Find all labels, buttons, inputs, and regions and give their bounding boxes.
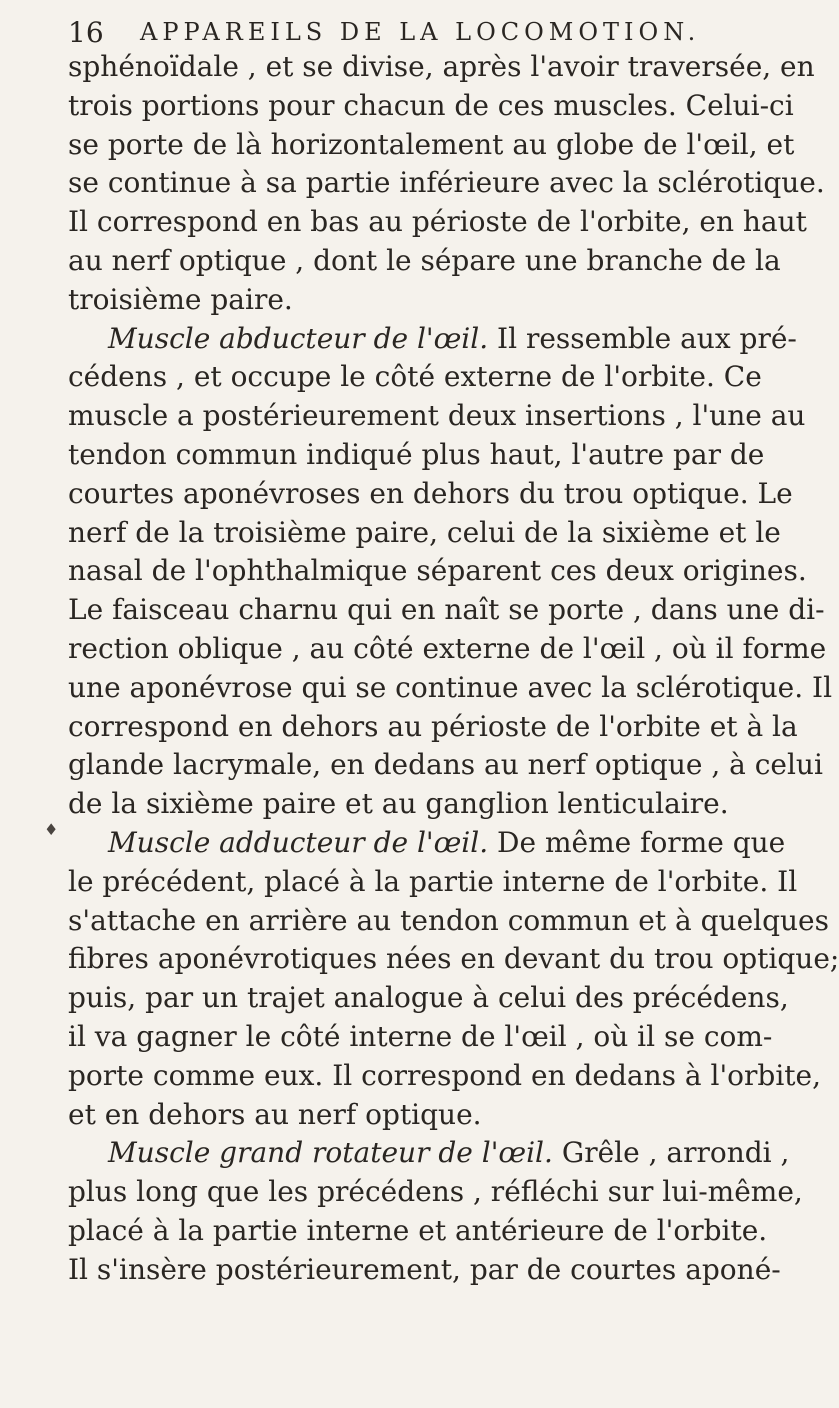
text-line bbox=[68, 242, 781, 281]
text-line bbox=[68, 552, 807, 591]
line-text: cédens , et occupe le côté externe de l'orbite. Ce bbox=[68, 360, 762, 394]
line-text: De même forme que bbox=[488, 825, 786, 859]
line-text: rection oblique , au côté externe de l'œil , où il forme bbox=[68, 631, 827, 665]
text-line bbox=[68, 475, 793, 514]
line-text: le précédent, placé à la partie interne de l'orbite. Il bbox=[68, 864, 798, 898]
page-number: 16 bbox=[68, 16, 104, 49]
text-line bbox=[68, 48, 815, 87]
text-line bbox=[68, 126, 795, 165]
text-line bbox=[68, 708, 798, 747]
line-text: Il ressemble aux pré- bbox=[488, 321, 797, 355]
margin-mark: ♦ bbox=[44, 820, 59, 839]
section-heading: Muscle adducteur de l'œil. bbox=[108, 825, 489, 859]
section-heading: Muscle abducteur de l'œil. bbox=[108, 321, 489, 355]
line-text: nerf de la troisième paire, celui de la sixième et le bbox=[68, 515, 781, 549]
text-line bbox=[68, 863, 798, 902]
line-text: trois portions pour chacun de ces muscles. Celui-ci bbox=[68, 88, 794, 122]
text-line bbox=[68, 164, 825, 203]
line-text: troisième paire. bbox=[68, 282, 293, 316]
text-line bbox=[68, 436, 765, 475]
text-line bbox=[68, 358, 762, 397]
running-title: APPAREILS DE LA LOCOMOTION. bbox=[140, 18, 701, 46]
line-text: fibres aponévrotiques nées en devant du trou optique; bbox=[68, 942, 839, 976]
text-line bbox=[68, 1096, 758, 1135]
text-line bbox=[68, 1018, 773, 1057]
line-text: il va gagner le côté interne de l'œil , où il se com- bbox=[68, 1019, 773, 1053]
text-line bbox=[68, 902, 829, 941]
line-text: se porte de là horizontalement au globe de l'œil, et bbox=[68, 127, 795, 161]
line-text: se continue à sa partie inférieure avec la sclérotique. bbox=[68, 166, 825, 200]
line-text: sphénoïdale , et se divise, après l'avoir traversée, en bbox=[68, 50, 815, 83]
line-text: placé à la partie interne et antérieure de l'orbite. bbox=[68, 1213, 768, 1247]
line-text: Le faisceau charnu qui en naît se porte , dans une di- bbox=[68, 593, 825, 627]
line-text: nasal de l'ophthalmique séparent ces deux origines. bbox=[68, 554, 807, 588]
text-line bbox=[68, 1134, 790, 1173]
line-text: et en dehors au nerf optique. bbox=[68, 1097, 482, 1131]
text-line bbox=[68, 87, 794, 126]
text-line bbox=[68, 669, 833, 708]
line-text: Il s'insère postérieurement, par de courtes aponé- bbox=[68, 1252, 781, 1286]
line-text: une aponévrose qui se continue avec la sclérotique. Il bbox=[68, 670, 833, 704]
body-text bbox=[68, 48, 839, 1290]
text-line bbox=[68, 514, 781, 553]
line-text: plus long que les précédens , réfléchi sur lui-même, bbox=[68, 1175, 803, 1209]
text-line bbox=[68, 746, 823, 785]
text-line bbox=[68, 1057, 822, 1096]
text-line bbox=[68, 785, 758, 824]
line-text: de la sixième paire et au ganglion lenticulaire. bbox=[68, 787, 729, 821]
text-line bbox=[68, 591, 825, 630]
text-line bbox=[68, 1251, 781, 1290]
text-line bbox=[68, 320, 797, 359]
line-text: s'attache en arrière au tendon commun et à quelques bbox=[68, 903, 829, 937]
text-line bbox=[68, 1173, 803, 1212]
text-line bbox=[68, 979, 789, 1018]
text-line bbox=[68, 824, 786, 863]
text-line bbox=[68, 397, 806, 436]
line-text: puis, par un trajet analogue à celui des précédens, bbox=[68, 981, 789, 1015]
line-text: muscle a postérieurement deux insertions , l'une au bbox=[68, 399, 806, 433]
section-heading: Muscle grand rotateur de l'œil. bbox=[108, 1136, 553, 1170]
text-line bbox=[68, 281, 758, 320]
line-text: courtes aponévroses en dehors du trou optique. Le bbox=[68, 476, 793, 510]
line-text: tendon commun indiqué plus haut, l'autre par de bbox=[68, 437, 765, 471]
line-text: Il correspond en bas au périoste de l'orbite, en haut bbox=[68, 205, 807, 239]
line-text: correspond en dehors au périoste de l'orbite et à la bbox=[68, 709, 798, 743]
text-line bbox=[68, 940, 839, 979]
line-text: au nerf optique , dont le sépare une branche de la bbox=[68, 243, 781, 277]
line-text: porte comme eux. Il correspond en dedans à l'orbite, bbox=[68, 1058, 822, 1092]
line-text: glande lacrymale, en dedans au nerf optique , à celui bbox=[68, 748, 823, 782]
text-line bbox=[68, 630, 827, 669]
text-line bbox=[68, 1212, 768, 1251]
line-text: Grêle , arrondi , bbox=[552, 1136, 790, 1170]
text-line bbox=[68, 203, 807, 242]
